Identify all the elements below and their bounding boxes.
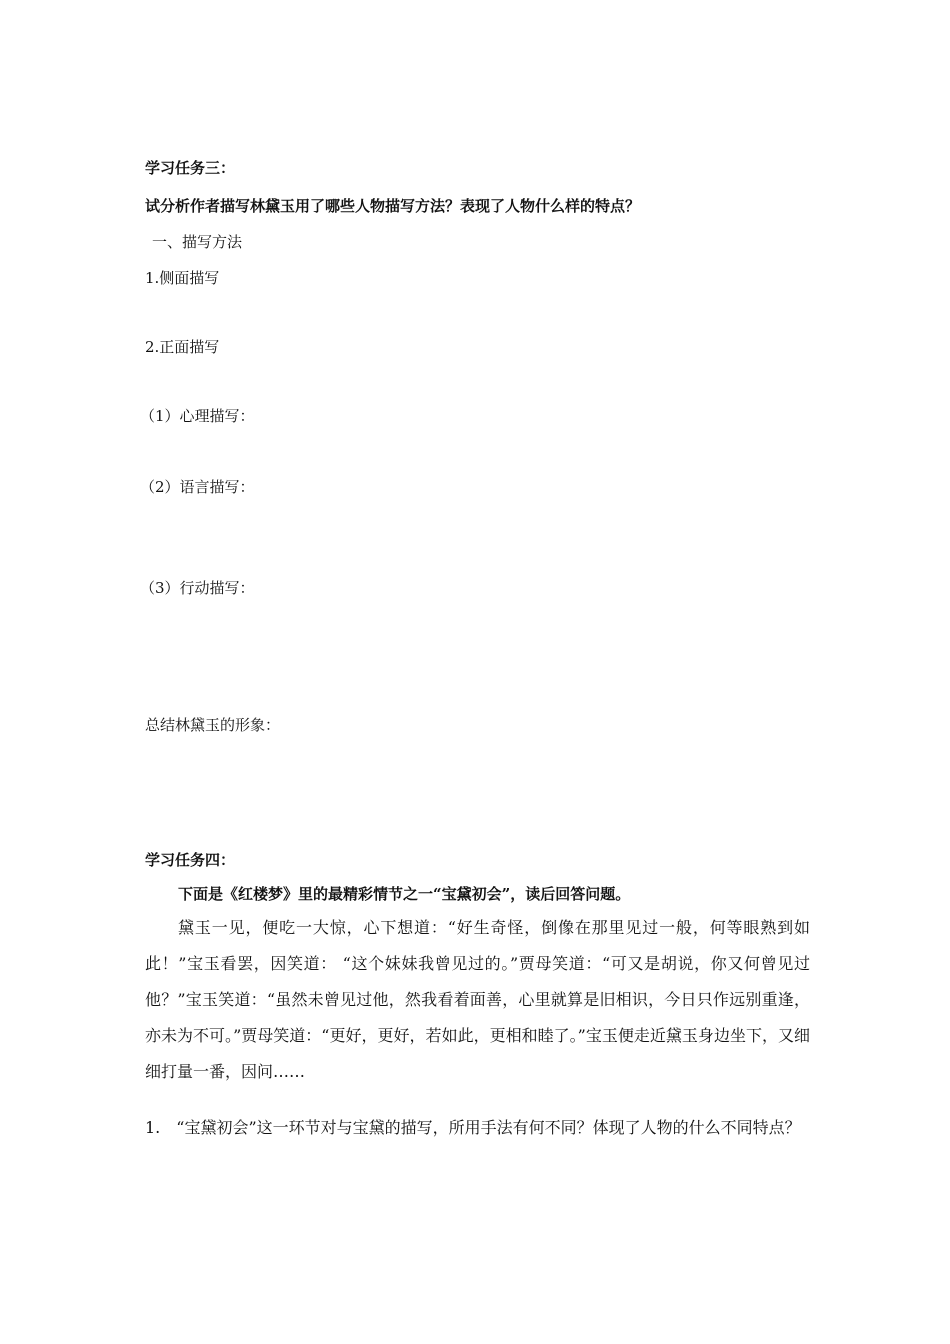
summary-prompt: 总结林黛玉的形象：: [145, 716, 281, 734]
item-side-description: 1.侧面描写: [145, 269, 220, 287]
sub-psychological-description: （1）心理描写：: [140, 407, 255, 425]
passage-text: 黛玉一见，便吃一大惊，心下想道：“好生奇怪，倒像在那里见过一般，何等眼熟到如此！”宝玉看罢，因笑道： “这个妹妹我曾见过的。”贾母笑道：“可又是胡说，你又何曾见过他？”宝玉笑道：“虽然未曾见过他，然我看着面善，心里就算是旧相识，今日只作远别重逢，亦未为不可。”贾母笑道：“更好，更好，若如此，更相和睦了。”宝玉便走近黛玉身边坐下，又细细打量一番，因问……: [145, 918, 810, 1081]
task4-heading: 学习任务四：: [145, 851, 236, 869]
task3-question: 试分析作者描写林黛玉用了哪些人物描写方法？表现了人物什么样的特点？: [145, 197, 641, 215]
task3-heading: 学习任务三：: [145, 159, 236, 177]
task4-intro: 下面是《红楼梦》里的最精彩情节之一“宝黛初会”，读后回答问题。: [178, 885, 631, 903]
question-1: 1. “宝黛初会”这一环节对与宝黛的描写，所用手法有何不同？体现了人物的什么不同特点？: [145, 1118, 801, 1137]
section-one-title: 一、描写方法: [152, 233, 243, 251]
item-front-description: 2.正面描写: [145, 338, 220, 356]
sub-action-description: （3）行动描写：: [140, 579, 255, 597]
sub-speech-description: （2）语言描写：: [140, 478, 255, 496]
